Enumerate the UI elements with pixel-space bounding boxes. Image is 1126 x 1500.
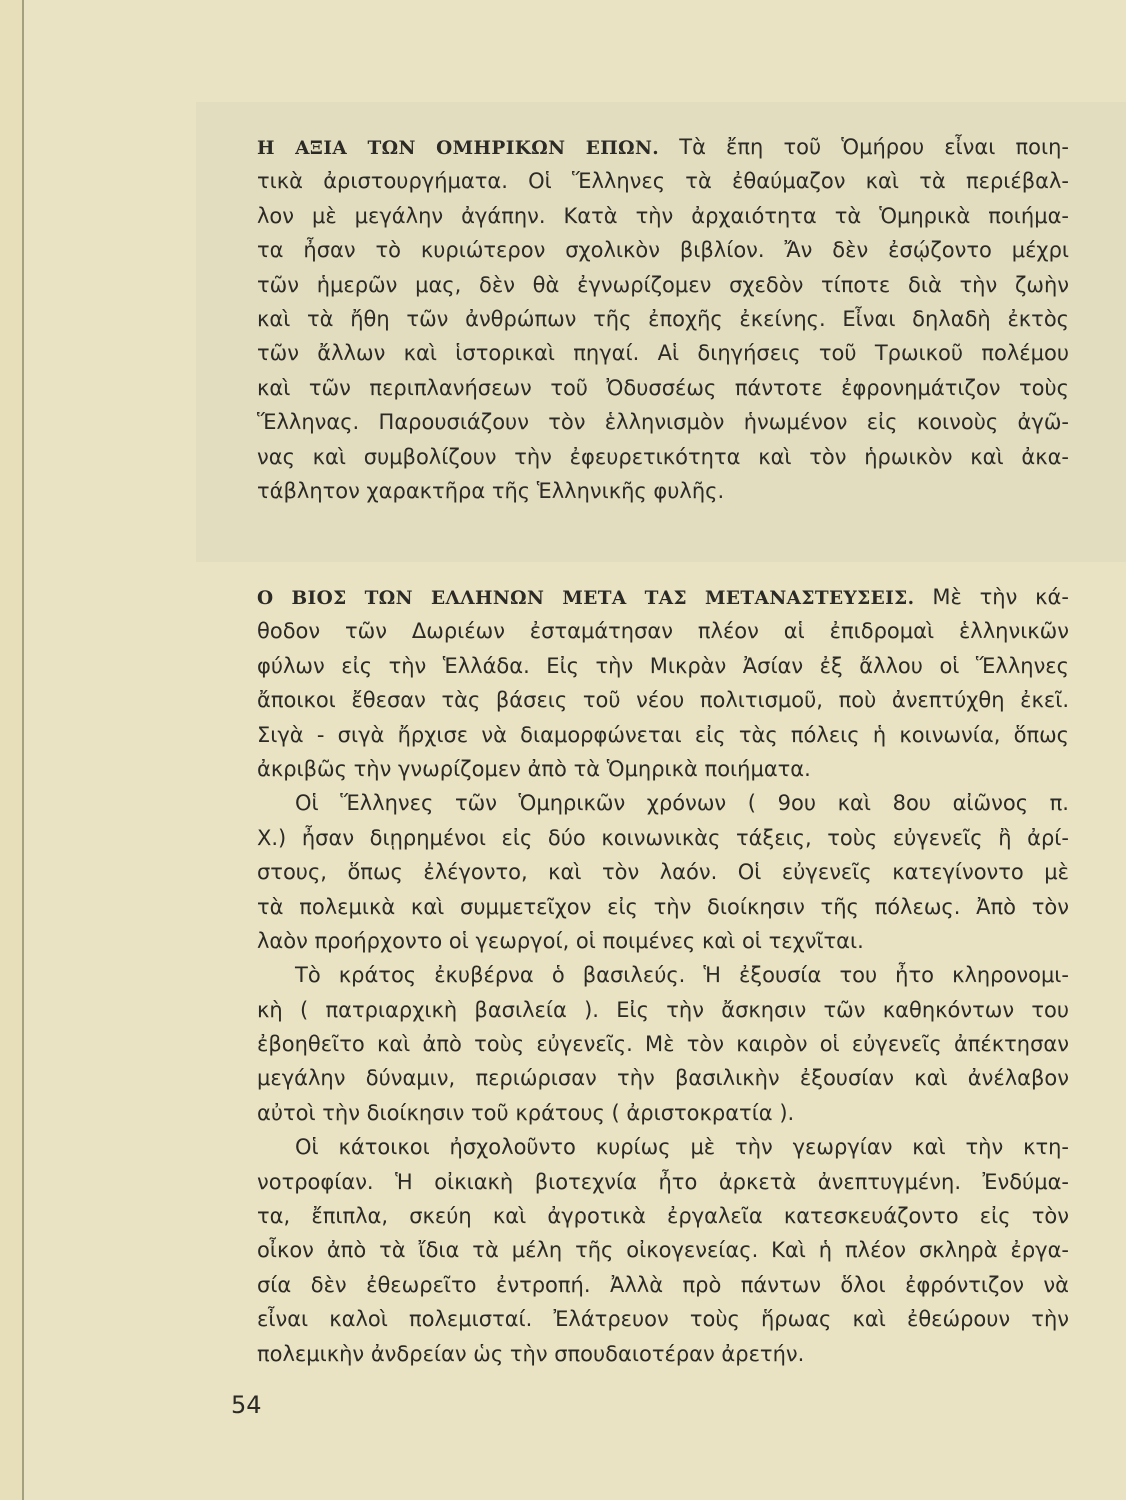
text-line: καὶ τὰ ἤθη τῶν ἀνθρώπων τῆς ἐποχῆς ἐκείνης. Εἶναι δηλαδὴ ἐκτὸς [257, 306, 1069, 331]
text-line: κὴ ( πατριαρχικὴ βασιλεία ). Εἰς τὴν ἄσκησιν τῶν καθηκόντων του [257, 997, 1069, 1022]
text-line: τα ἦσαν τὸ κυριώτερον σχολικὸν βιβλίον. Ἄν δὲν ἐσῴζοντο μέχρι [257, 238, 1069, 263]
page-binding-edge [22, 0, 24, 1500]
text-run: Μὲ τὴν κά- [932, 585, 1069, 609]
text-line: νας καὶ συμβολίζουν τὴν ἐφευρετικότητα καὶ τὸν ἡρωικὸν καὶ ἀκα- [257, 444, 1069, 469]
text-line: τὰ πολεμικὰ καὶ συμμετεῖχον εἰς τὴν διοίκησιν τῆς πόλεως. Ἀπὸ τὸν [257, 894, 1069, 919]
text-line: τῶν ἡμερῶν μας, δὲν θὰ ἐγνωρίζομεν σχεδὸν τίποτε διὰ τὴν ζωὴν [257, 272, 1069, 297]
text-line: Ἕλληνας. Παρουσιάζουν τὸν ἑλληνισμὸν ἡνωμένον εἰς κοινοὺς ἀγῶ- [257, 410, 1069, 435]
text-line: λον μὲ μεγάλην ἀγάπην. Κατὰ τὴν ἀρχαιότητα τὰ Ὁμηρικὰ ποιήμα- [257, 203, 1069, 228]
text-line: αὐτοὶ τὴν διοίκησιν τοῦ κράτους ( ἀριστοκρατία ). [257, 1100, 795, 1125]
section-heading: Ο ΒΙΟΣ ΤΩΝ ΕΛΛΗΝΩΝ ΜΕΤΑ ΤΑΣ ΜΕΤΑΝΑΣΤΕΥΣΕΙΣ. [257, 588, 915, 609]
text-line [257, 580, 1069, 614]
text-line: τικὰ ἀριστουργήματα. Οἱ Ἕλληνες τὰ ἐθαύμαζον καὶ τὰ περιέβαλ- [257, 169, 1069, 194]
page-binding-margin [0, 0, 22, 1500]
text-line: σία δὲν ἐθεωρεῖτο ἐντροπή. Ἀλλὰ πρὸ πάντων ὅλοι ἐφρόντιζον νὰ [257, 1272, 1069, 1297]
text-line: Τὸ κράτος ἐκυβέρνα ὁ βασιλεύς. Ἡ ἐξουσία του ἦτο κληρονομι- [295, 963, 1069, 988]
text-line: Οἱ Ἕλληνες τῶν Ὁμηρικῶν χρόνων ( 9ου καὶ 8ου αἰῶνος π. [295, 791, 1069, 816]
text-line: Οἱ κάτοικοι ἠσχολοῦντο κυρίως μὲ τὴν γεωργίαν καὶ τὴν κτη- [295, 1135, 1069, 1160]
section-homeric-epics [257, 130, 1069, 508]
text-line: ἀκριβῶς τὴν γνωρίζομεν ἀπὸ τὰ Ὁμηρικὰ ποιήματα. [257, 756, 811, 781]
text-line: ἄποικοι ἔθεσαν τὰς βάσεις τοῦ νέου πολιτισμοῦ, ποὺ ἀνεπτύχθη ἐκεῖ. [257, 688, 1069, 713]
section-heading: Η ΑΞΙΑ ΤΩΝ ΟΜΗΡΙΚΩΝ ΕΠΩΝ. [257, 138, 660, 159]
text-line: ἐβοηθεῖτο καὶ ἀπὸ τοὺς εὐγενεῖς. Μὲ τὸν καιρὸν οἱ εὐγενεῖς ἀπέκτησαν [257, 1032, 1069, 1057]
text-line: οἶκον ἀπὸ τὰ ἴδια τὰ μέλη τῆς οἰκογενείας. Καὶ ἡ πλέον σκληρὰ ἐργα- [257, 1238, 1069, 1263]
text-line: Χ.) ἦσαν διῃρημένοι εἰς δύο κοινωνικὰς τάξεις, τοὺς εὐγενεῖς ἢ ἀρί- [257, 825, 1069, 850]
text-line: λαὸν προήρχοντο οἱ γεωργοί, οἱ ποιμένες καὶ οἱ τεχνῖται. [257, 928, 864, 953]
text-line: καὶ τῶν περιπλανήσεων τοῦ Ὀδυσσέως πάντοτε ἐφρονημάτιζον τοὺς [257, 375, 1069, 400]
text-line: τῶν ἄλλων καὶ ἱστορικαὶ πηγαί. Αἱ διηγήσεις τοῦ Τρωικοῦ πολέμου [257, 341, 1069, 366]
text-line: τα, ἔπιπλα, σκεύη καὶ ἀγροτικὰ ἐργαλεῖα κατεσκευάζοντο εἰς τὸν [257, 1204, 1069, 1229]
text-line: νοτροφίαν. Ἡ οἰκιακὴ βιοτεχνία ἦτο ἀρκετὰ ἀνεπτυγμένη. Ἐνδύμα- [257, 1169, 1069, 1194]
text-run: Τὰ ἔπη τοῦ Ὁμήρου εἶναι ποιη- [679, 135, 1069, 159]
text-line: Σιγὰ - σιγὰ ἤρχισε νὰ διαμορφώνεται εἰς τὰς πόλεις ἡ κοινωνία, ὅπως [257, 722, 1069, 747]
text-line: θοδον τῶν Δωριέων ἐσταμάτησαν πλέον αἱ ἐπιδρομαὶ ἑλληνικῶν [257, 619, 1069, 644]
text-line: τάβλητον χαρακτῆρα τῆς Ἑλληνικῆς φυλῆς. [257, 478, 725, 503]
page-number: 54 [231, 1391, 262, 1419]
section-greek-life [257, 580, 1069, 1371]
text-line: εἶναι καλοὶ πολεμισταί. Ἐλάτρευον τοὺς ἥρωας καὶ ἐθεώρουν τὴν [257, 1307, 1069, 1332]
text-line: μεγάλην δύναμιν, περιώρισαν τὴν βασιλικὴν ἐξουσίαν καὶ ἀνέλαβον [257, 1066, 1069, 1091]
text-line: πολεμικὴν ἀνδρείαν ὡς τὴν σπουδαιοτέραν ἀρετήν. [257, 1341, 805, 1366]
text-line: στους, ὅπως ἐλέγοντο, καὶ τὸν λαόν. Οἱ εὐγενεῖς κατεγίνοντο μὲ [257, 860, 1069, 885]
text-line [257, 130, 1069, 164]
text-line: φύλων εἰς τὴν Ἑλλάδα. Εἰς τὴν Μικρὰν Ἀσίαν ἐξ ἄλλου οἱ Ἕλληνες [257, 653, 1069, 678]
